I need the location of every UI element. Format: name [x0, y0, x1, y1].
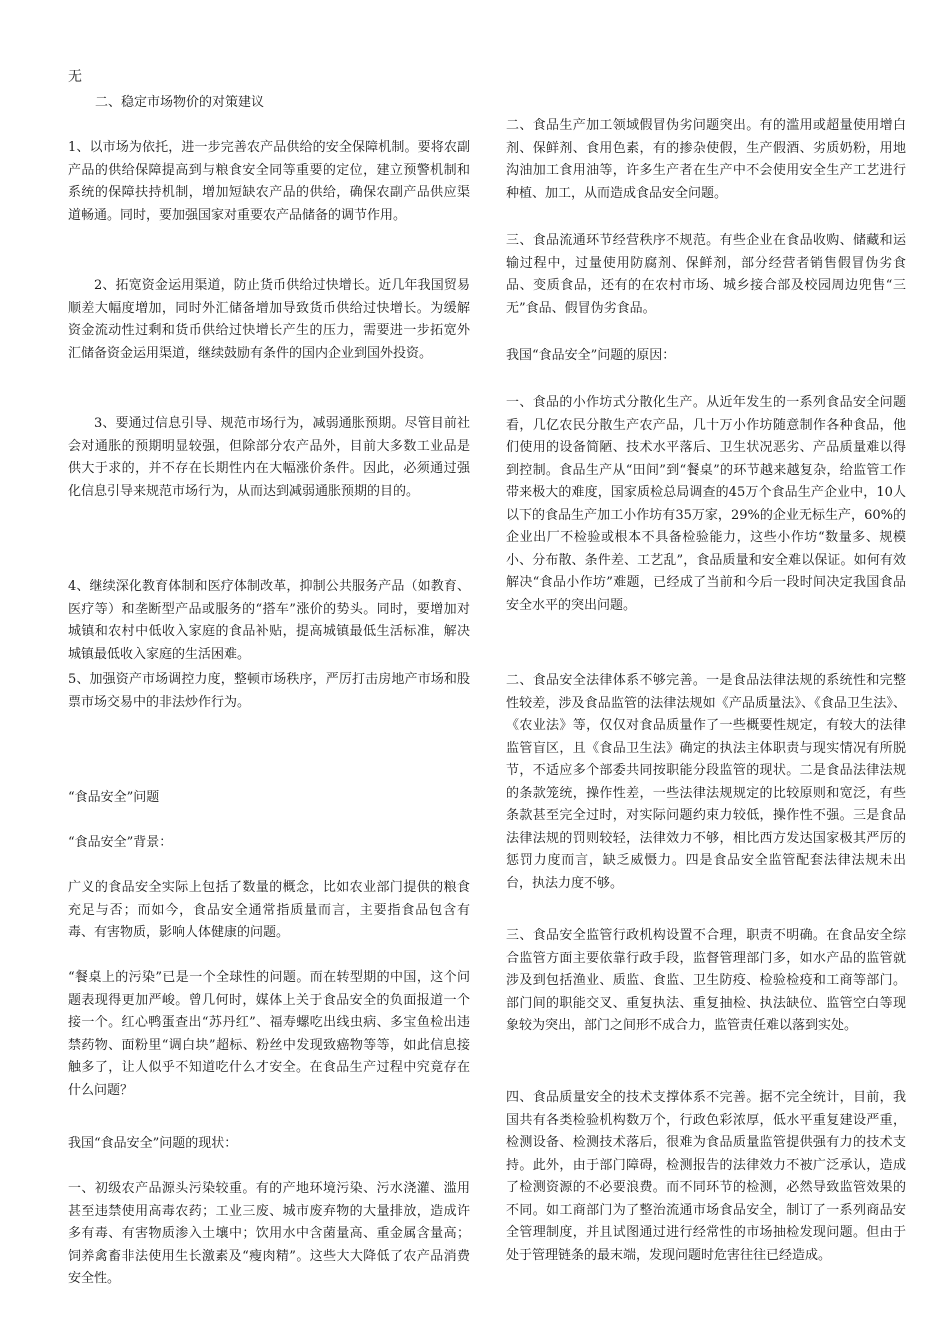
food-safety-title: “食品安全”问题: [68, 790, 160, 805]
cause-1: 一、食品的小作坊式分散化生产。从近年发生的一系列食品安全问题看，几亿农民分散生产农产品，几十万小作坊随意制作各种食品，他们使用的设备简陋、技术水平落后、卫生状况恶劣、产品质量难以得到控制。食品生产从“田间”到“餐桌”的环节越来越复杂，给监管工作带来极大的难度，国家质检总局调查的45万个食品生产企业中，10人以下的食品生产加工小作坊有35万家，29%的企业无标生产，60%的企业出厂不检验或根本不具备检验能力，这些小作坊“数量多、规模小、分布散、条件差、工艺乱”，食品质量和安全难以保证。如何有效解决“食品小作坊”难题，已经成了当前和今后一段时间决定我国食品安全水平的突出问题。: [506, 395, 906, 613]
cause-3: 三、食品安全监管行政机构设置不合理，职责不明确。在食品安全综合监管方面主要依靠行政手段，监督管理部门多，如水产品的监管就涉及到包括渔业、质监、食监、卫生防疫、检验检疫和工商等部门。部门间的职能交叉、重复执法、重复抽检、执法缺位、监管空白等现象较为突出，部门之间形不成合力，监管责任难以落到实处。: [506, 928, 906, 1033]
paragraph-1: 1、以市场为依托，进一步完善农产品供给的安全保障机制。要将农副产品的供给保障提高到与粮食安全同等重要的定位，建立预警机制和系统的保障扶持机制，增加短缺农产品的供给，确保农副产品供应渠道畅通。同时，要加强国家对重要农产品储备的调节作用。: [68, 140, 470, 223]
status-3: 三、食品流通环节经营秩序不规范。有些企业在食品收购、储藏和运输过程中，过量使用防腐剂、保鲜剂，部分经营者销售假冒伪劣食品、变质食品，还有的在农村市场、城乡接合部及校园周边兜售“三无”食品、假冒伪劣食品。: [506, 233, 906, 316]
status-2: 二、食品生产加工领域假冒伪劣问题突出。有的滥用或超量使用增白剂、保鲜剂、食用色素，有的掺杂使假，生产假酒、劣质奶粉，用地沟油加工食用油等，许多生产者在生产中不会使用安全生产工艺进行种植、加工，从而造成食品安全问题。: [506, 118, 906, 201]
paragraph-5: 5、加强资产市场调控力度，整顿市场秩序，严厉打击房地产市场和股票市场交易中的非法炒作行为。: [68, 672, 470, 710]
food-safety-status-1: 一、初级农产品源头污染较重。有的产地环境污染、污水浇灌、滥用甚至违禁使用高毒农药；工业三废、城市废弃物的大量排放，造成许多有毒、有害物质渗入土壤中；饮用水中含菌量高、重金属含量高；饲养禽畜非法使用生长激素及“瘦肉精”。这些大大降低了农产品消费安全性。: [68, 1181, 470, 1286]
paragraph-4: 4、继续深化教育体制和医疗体制改革，抑制公共服务产品（如教育、医疗等）和垄断型产品或服务的“搭车”涨价的势头。同时，要增加对城镇和农村中低收入家庭的食品补贴，提高城镇最低生活标准，解决城镇最低收入家庭的生活困难。: [68, 579, 470, 662]
food-safety-paragraph-1: 广义的食品安全实际上包括了数量的概念，比如农业部门提供的粮食充足与否；而如今，食品安全通常指质量而言，主要指食品包含有毒、有害物质，影响人体健康的问题。: [68, 880, 470, 940]
cause-2: 二、食品安全法律体系不够完善。一是食品法律法规的系统性和完整性较差，涉及食品监管的法律法规如《产品质量法》、《食品卫生法》、《农业法》等，仅仅对食品质量作了一些概要性规定，有较大的法律监管盲区，且《食品卫生法》确定的执法主体职责与现实情况有所脱节，不适应多个部委共同按职能分段监管的现状。二是食品法律法规的条款笼统，操作性差，一些法律法规规定的比较原则和宽泛，有些条款甚至完全过时，对实际问题约束力较低，操作性不强。三是食品法律法规的罚则较轻，法律效力不够，相比西方发达国家极其严厉的惩罚力度而言，缺乏威慑力。四是食品安全监管配套法律法规未出台，执法力度不够。: [506, 673, 906, 891]
section-title: 二、稳定市场物价的对策建议: [95, 95, 265, 110]
food-safety-status-label: 我国“食品安全”问题的现状：: [68, 1136, 238, 1151]
paragraph-2: 2、拓宽资金运用渠道，防止货币供给过快增长。近几年我国贸易顺差大幅度增加，同时外汇储备增加导致货币供给过快增长。为缓解资金流动性过剩和货币供给过快增长产生的压力，需要进一步拓宽外汇储备资金运用渠道，继续鼓励有条件的国内企业到国外投资。: [68, 278, 470, 361]
food-safety-background-label: “食品安全”背景：: [68, 835, 173, 850]
food-safety-paragraph-2: “餐桌上的污染”已是一个全球性的问题。而在转型期的中国，这个问题表现得更加严峻。曾几何时，媒体上关于食品安全的负面报道一个接一个。红心鸭蛋查出“苏丹红”、福寿螺吃出线虫病、多宝鱼检出违禁药物、面粉里“调白块”超标、粉丝中发现致癌物等等，如此信息接触多了，让人似乎不知道吃什么才安全。在食品生产过程中究竟存在什么问题？: [68, 970, 470, 1098]
cause-label: 我国“食品安全”问题的原因：: [506, 348, 676, 363]
paragraph-3: 3、要通过信息引导、规范市场行为，减弱通胀预期。尽管目前社会对通胀的预期明显较强，但除部分农产品外，目前大多数工业品是供大于求的，并不存在长期性内在大幅涨价条件。因此，必须通过强化信息引导来规范市场行为，从而达到减弱通胀预期的目的。: [68, 416, 470, 499]
top-mark: 无: [68, 69, 82, 85]
cause-4: 四、食品质量安全的技术支撑体系不完善。据不完全统计，目前，我国共有各类检验机构数万个，行政色彩浓厚，低水平重复建设严重，检测设备、检测技术落后，很难为食品质量监管提供强有力的技术支持。此外，由于部门障碍，检测报告的法律效力不被广泛承认，造成了检测资源的不必要浪费。而不同环节的检测，必然导致监管效果的不同。如工商部门为了整治流通市场食品安全，制订了一系列商品安全管理制度，并且试图通过进行经常性的市场抽检发现问题。但由于处于管理链条的最末端，发现问题时危害往往已经造成。: [506, 1090, 906, 1263]
